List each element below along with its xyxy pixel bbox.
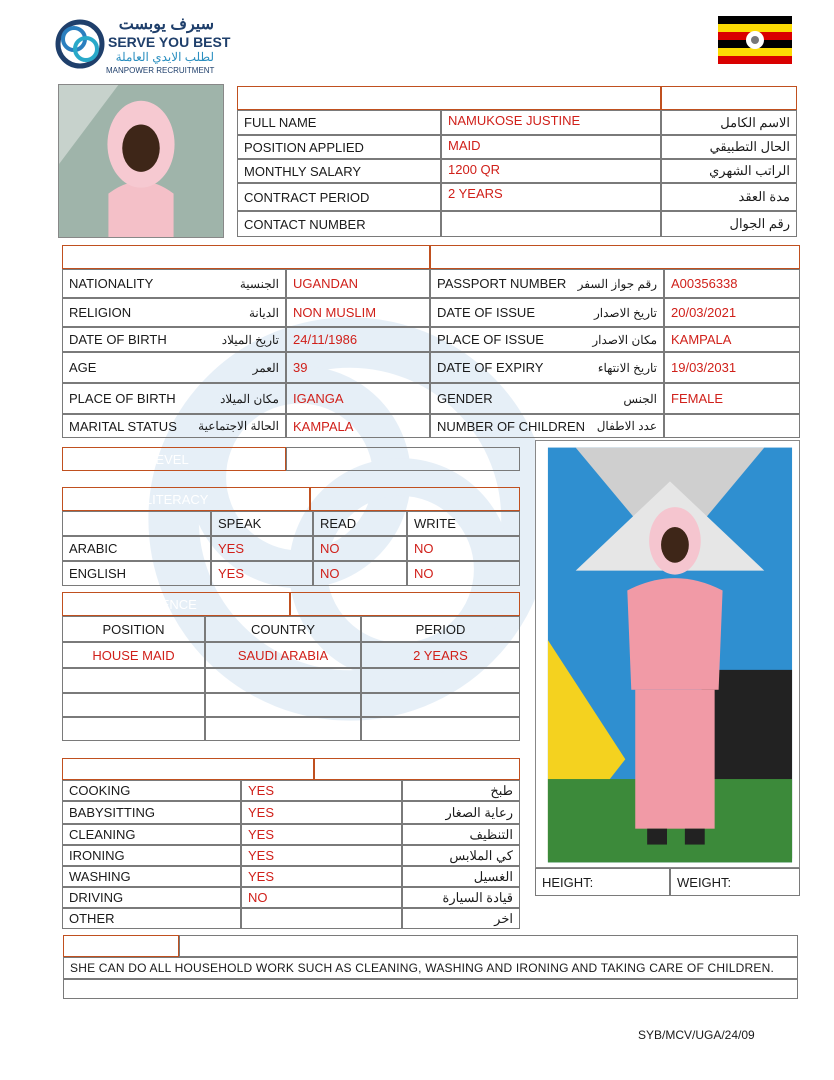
detail-label-arabic: مكان الميلاد — [220, 391, 279, 406]
language-name: ARABIC — [62, 536, 211, 561]
detail-label-arabic: عدد الاطفال — [596, 419, 657, 433]
employment-label: CONTRACT PERIOD — [237, 183, 441, 211]
detail-value: KAMPALA — [286, 414, 430, 438]
detail-value: UGANDAN — [286, 269, 430, 298]
work-cell — [62, 717, 205, 741]
work-cell: HOUSE MAID — [62, 642, 205, 668]
detail-label-arabic: رقم جواز السفر — [577, 276, 657, 291]
detail-value — [664, 414, 800, 438]
detail-label: PLACE OF ISSUE — [437, 332, 544, 347]
detail-label: AGE — [69, 360, 97, 375]
skill-value: YES — [241, 780, 402, 801]
applicant-detail-row — [62, 269, 286, 298]
language-read: NO — [313, 561, 407, 586]
detail-label-arabic: تاريخ الانتهاء — [597, 360, 657, 375]
employment-label: FULL NAME — [237, 110, 441, 135]
logo-english-tagline: MANPOWER RECRUITMENT — [106, 66, 215, 75]
skill-name: DRIVING — [62, 887, 241, 908]
skill-value: YES — [241, 801, 402, 824]
skill-arabic: التنظيف — [402, 824, 520, 845]
remarks-text: SHE CAN DO ALL HOUSEHOLD WORK SUCH AS CLEANING, WASHING AND IRONING AND TAKING CARE OF CHILDREN. — [63, 957, 798, 979]
work-experience-header: WORK EXPERIENCE — [62, 592, 290, 616]
detail-label: RELIGION — [69, 305, 132, 320]
logo-arabic-tagline: لطلب الايدي العاملة — [115, 50, 214, 64]
skills-header: SKILLS — [62, 758, 314, 780]
language-write: NO — [407, 536, 520, 561]
detail-label-arabic: العمر — [252, 360, 279, 375]
detail-label: DATE OF EXPIRY — [437, 360, 544, 375]
language-col-blank — [62, 511, 211, 536]
detail-value: 39 — [286, 352, 430, 383]
language-name: ENGLISH — [62, 561, 211, 586]
detail-label: NUMBER OF CHILDREN — [437, 418, 586, 434]
employment-value — [441, 211, 661, 237]
detail-label-arabic: مكان الاصدار — [592, 332, 657, 347]
applicant-portrait-photo — [58, 84, 224, 238]
applicant-detail-row — [62, 383, 286, 414]
skill-name: OTHER — [62, 908, 241, 929]
work-experience-header-filler — [290, 592, 520, 616]
applicant-full-body-photo — [535, 440, 800, 868]
employment-value: 1200 QR — [441, 159, 661, 183]
language-col-header: WRITE — [407, 511, 520, 536]
work-cell — [62, 668, 205, 693]
language-write: NO — [407, 561, 520, 586]
skill-value: NO — [241, 887, 402, 908]
applicant-detail-row — [430, 352, 664, 383]
applicant-detail-row — [62, 298, 286, 327]
remarks-header: REMARKS — [63, 935, 179, 957]
skill-name: BABYSITTING — [62, 801, 241, 824]
employment-label-arabic: الاسم الكامل — [661, 110, 797, 135]
applicant-detail-row — [430, 298, 664, 327]
employment-label: CONTACT NUMBER — [237, 211, 441, 237]
applicant-detail-row — [430, 327, 664, 352]
applicant-detail-row — [62, 414, 286, 438]
weight-field: WEIGHT: — [670, 868, 800, 896]
work-cell — [205, 693, 361, 717]
work-col-header: COUNTRY — [205, 616, 361, 642]
ref-number: REF: AZIZ /TS — [661, 86, 797, 110]
skill-arabic: قيادة السيارة — [402, 887, 520, 908]
language-literacy-header: LANGUAGE LITERACY — [62, 487, 310, 511]
skill-value: YES — [241, 845, 402, 866]
skill-arabic: اخر — [402, 908, 520, 929]
detail-label: DATE OF ISSUE — [437, 305, 535, 320]
work-cell — [361, 693, 520, 717]
work-cell — [361, 668, 520, 693]
language-speak: YES — [211, 561, 313, 586]
applicant-detail-row — [62, 352, 286, 383]
applicant-detail-row — [430, 414, 664, 438]
employment-label: MONTHLY SALARY — [237, 159, 441, 183]
detail-value: IGANGA — [286, 383, 430, 414]
detail-label-arabic: تاريخ الاصدار — [593, 305, 657, 320]
employment-value: 2 YEARS — [441, 183, 661, 211]
detail-label: PLACE OF BIRTH — [69, 391, 176, 406]
skills-header-arabic: الهارات — [314, 758, 520, 780]
remarks-blank-row — [63, 979, 798, 999]
work-cell: 2 YEARS — [361, 642, 520, 668]
detail-value: 20/03/2021 — [664, 298, 800, 327]
detail-value: NON MUSLIM — [286, 298, 430, 327]
skill-value: YES — [241, 866, 402, 887]
logo-icon — [54, 18, 106, 70]
language-literacy-header-filler — [310, 487, 520, 511]
employment-details-header: EMPLOYMENT DETAILS — [237, 86, 661, 110]
detail-label-arabic: الجنس — [623, 391, 657, 406]
detail-label: NATIONALITY — [69, 276, 154, 291]
employment-value: NAMUKOSE JUSTINE — [441, 110, 661, 135]
detail-label: PASSPORT NUMBER — [437, 276, 567, 291]
employment-label-arabic: مدة العقد — [661, 183, 797, 211]
applicant-detail-row — [430, 383, 664, 414]
language-col-header: READ — [313, 511, 407, 536]
uganda-flag-icon — [718, 16, 792, 64]
logo-arabic-name: سيرف يوبست — [118, 16, 214, 33]
work-col-header: POSITION — [62, 616, 205, 642]
employment-label-arabic: رقم الجوال — [661, 211, 797, 237]
full-body-figure-icon — [536, 441, 799, 867]
detail-label-arabic: الحالة الاجتماعية — [198, 419, 279, 433]
education-level-header: EDUCATION LEVEL — [62, 447, 286, 471]
detail-value: A00356338 — [664, 269, 800, 298]
document-code: SYB/MCV/UGA/24/09 — [638, 1028, 755, 1042]
company-logo — [54, 14, 231, 76]
detail-label-arabic: تاريخ الميلاد — [221, 332, 279, 347]
other-details-header-filler — [430, 245, 800, 269]
detail-value: 24/11/1986 — [286, 327, 430, 352]
work-cell — [205, 717, 361, 741]
detail-value: 19/03/2031 — [664, 352, 800, 383]
language-speak: YES — [211, 536, 313, 561]
height-field: HEIGHT: — [535, 868, 670, 896]
detail-value: FEMALE — [664, 383, 800, 414]
work-col-header: PERIOD — [361, 616, 520, 642]
employment-label-arabic: الراتب الشهري — [661, 159, 797, 183]
remarks-header-filler — [179, 935, 798, 957]
other-details-header: OTHER DETAILS OF APPLICANT — [62, 245, 430, 269]
work-cell — [62, 693, 205, 717]
skill-arabic: كي الملابس — [402, 845, 520, 866]
detail-label: DATE OF BIRTH — [69, 332, 167, 347]
applicant-detail-row — [430, 269, 664, 298]
employment-label-arabic: الحال التطبيقي — [661, 135, 797, 159]
skill-name: IRONING — [62, 845, 241, 866]
language-read: NO — [313, 536, 407, 561]
detail-label: GENDER — [437, 391, 493, 406]
portrait-figure-icon — [59, 85, 223, 237]
skill-name: WASHING — [62, 866, 241, 887]
detail-value: KAMPALA — [664, 327, 800, 352]
detail-label-arabic: الديانة — [248, 305, 279, 320]
skill-name: COOKING — [62, 780, 241, 801]
employment-value: MAID — [441, 135, 661, 159]
work-cell: SAUDI ARABIA — [205, 642, 361, 668]
skill-name: CLEANING — [62, 824, 241, 845]
skill-value — [241, 908, 402, 929]
detail-label-arabic: الجنسية — [239, 276, 279, 291]
language-col-header: SPEAK — [211, 511, 313, 536]
work-cell — [205, 668, 361, 693]
work-cell — [361, 717, 520, 741]
skill-value: YES — [241, 824, 402, 845]
skill-arabic: طبخ — [402, 780, 520, 801]
logo-english-name: SERVE YOU BEST — [108, 34, 231, 50]
skill-arabic: الغسيل — [402, 866, 520, 887]
employment-label: POSITION APPLIED — [237, 135, 441, 159]
applicant-detail-row — [62, 327, 286, 352]
education-level-value — [286, 447, 520, 471]
detail-label: MARITAL STATUS — [69, 418, 177, 434]
skill-arabic: رعاية الصغار — [402, 801, 520, 824]
